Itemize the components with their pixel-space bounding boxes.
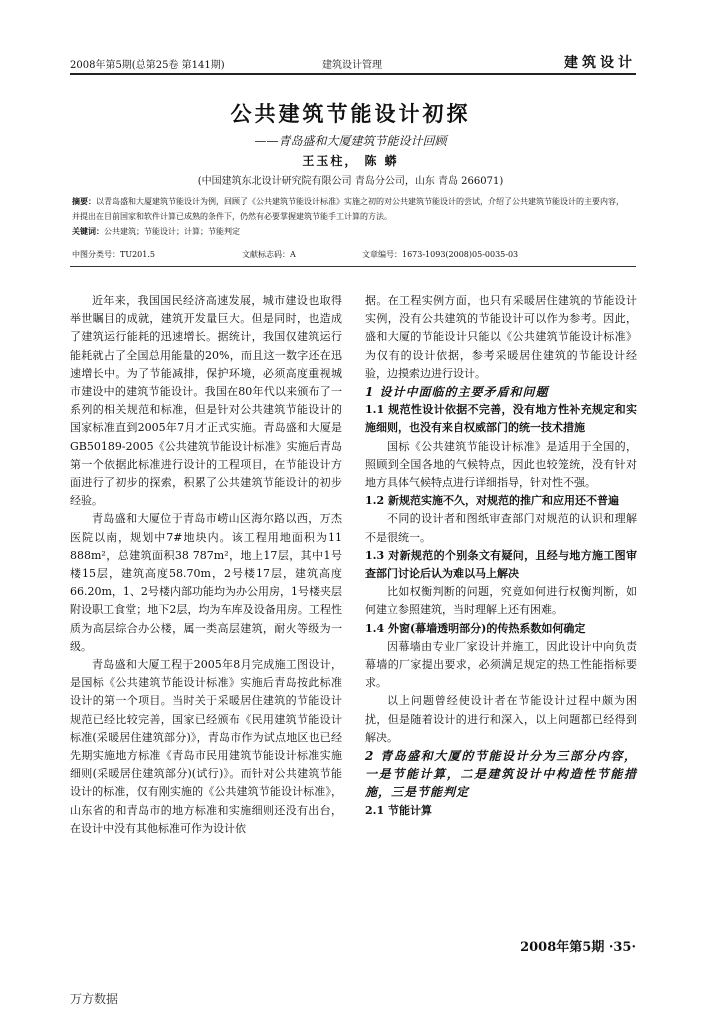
journal-name: 建筑设计 (564, 55, 636, 71)
section-name: 建筑设计管理 (322, 60, 382, 71)
authors: 王玉柱， 陈 蟒 (302, 154, 399, 168)
subsection-heading: 1.4 外窗(幕墙透明部分)的传热系数如何确定 (365, 621, 586, 635)
abstract-label: 摘要： (72, 196, 96, 206)
section-heading: 2 青岛盛和大厦的节能设计分为三部分内容，一是节能计算，二是建筑设计中构造性节能措施，三是节能判定 (365, 749, 637, 800)
article-subtitle: ——青岛盛和大厦建筑节能设计回顾 (254, 134, 447, 148)
paragraph: 据。在工程实例方面，也只有采暖居住建筑的节能设计实例，没有公共建筑的节能设计可以作为参考。因此，盛和大厦的节能设计只能以《公共建筑节能设计标准》为仅有的设计依据，参考采暖居住建筑的节能设计经验，边摸索边进行设计。 (365, 294, 637, 380)
paragraph: 以上问题曾经使设计者在节能设计过程中颇为困扰，但是随着设计的进行和深入，以上问题都已经得到解决。 (365, 694, 637, 744)
paragraph: 青岛盛和大厦工程于2005年8月完成施工图设计，是国标《公共建筑节能设计标准》实施后青岛按此标准设计的第一个项目。当时关于采暖居住建筑的节能设计规范已经比较完善，国家已经颁布《民用建筑节能设计标准(采暖居住建筑部分)》，青岛市作为试点地区也已经先期实施地方标准《青岛市民用建筑节能设计标准实施细则(采暖居住建筑部分)(试行)》。而针对公共建筑节能设计的标准，仅有刚实施的《公共建筑节能设计标准》，山东省的和青岛市的地方标准和实施细则还没有出台，在设计中没有其他标准可作为设计依 (70, 658, 342, 835)
subsection-heading: 2.1 节能计算 (365, 803, 432, 817)
paragraph: 青岛盛和大厦位于青岛市崂山区海尔路以西，万杰医院以南，规划中7#地块内。该工程用地面积为11 888m²，总建筑面积38 787m²，地上17层，其中1号楼15层，建筑高度58.70m，2号楼17层，建筑高度66.20m，1、2号楼内部功能均为办公用房，1号楼夹层附设职工食堂；地下2层，均为车库及设备用房。工程性质为高层综合办公楼，属一类高层建筑，耐火等级为一级。 (70, 512, 342, 653)
watermark: 万方数据 (70, 992, 119, 1006)
running-header (70, 52, 636, 72)
paragraph: 不同的设计者和图纸审查部门对规范的认识和理解不是很统一。 (365, 512, 637, 544)
paragraph: 比如权衡判断的问题，究竟如何进行权衡判断，如何建立参照建筑，当时理解上还有困难。 (365, 585, 637, 617)
doc-code: 文献标志码：A (242, 250, 296, 259)
article-title: 公共建筑节能设计初探 (230, 101, 471, 126)
journal-issue: 2008年第5期(总第25卷 第141期) (70, 60, 225, 71)
subsection-heading: 1.2 新规范实施不久，对规范的推广和应用还不普遍 (365, 494, 619, 508)
header-rule (70, 73, 636, 75)
keywords (72, 224, 628, 239)
section-heading: 1 设计中面临的主要矛盾和问题 (365, 385, 549, 400)
affiliation: (中国建筑东北设计研究院有限公司 青岛分公司，山东 青岛 266071) (197, 176, 504, 187)
abstract-block (72, 194, 628, 239)
paragraph: 近年来，我国国民经济高速发展，城市建设也取得举世瞩目的成就，建筑开发量巨大。但是同时，也造成了建筑运行能耗的迅速增长。据统计，我国仅建筑运行能耗就占了全国总用能量的20%，而且这一数字还在迅速增长中。为了节能减排，保护环境，必须高度重视城市建设中的建筑节能设计。我国在80年代以来颁布了一系列的相关规范和标准，但是针对公共建筑节能设计的国家标准直到2005年7月才正式实施。青岛盛和大厦是GB50189-2005《公共建筑节能设计标准》实施后青岛第一个依据此标准进行设计的工程项目，在节能设计方面进行了初步的探索，积累了公共建筑节能设计的初步经验。 (70, 294, 342, 508)
keywords-text: 公共建筑；节能设计；计算；节能判定 (104, 227, 240, 236)
abstract-text: 以青岛盛和大厦建筑节能设计为例，回顾了《公共建筑节能设计标准》实施之初的对公共建筑节能设计的尝试，介绍了公共建筑节能设计的主要内容，并提出在目前国家和软件计算已成熟的条件下，仍然有必要掌握建筑节能手工计算的方法。 (72, 197, 624, 221)
left-column (70, 292, 342, 838)
page-footer: 2008年第5期 ·35· (520, 940, 636, 955)
paragraph: 国标《公共建筑节能设计标准》是适用于全国的，照顾到全国各地的气候特点，因此也较笼统，没有针对地方具体气候特点进行详细指导，针对性不强。 (365, 439, 637, 490)
keywords-label: 关键词： (72, 226, 104, 236)
right-column (365, 292, 637, 820)
article-id: 文章编号：1673-1093(2008)05-0035-03 (362, 250, 519, 259)
subsection-heading: 1.3 对新规范的个别条文有疑问，且经与地方施工图审查部门讨论后认为难以马上解决 (365, 548, 637, 581)
clc-number: 中图分类号：TU201.5 (72, 250, 155, 259)
paragraph: 因幕墙由专业厂家设计并施工，因此设计中向负责幕墙的厂家提出要求，必须满足规定的热工性能指标要求。 (365, 639, 637, 690)
abstract (72, 194, 628, 224)
meta-rule (70, 266, 636, 267)
subsection-heading: 1.1 规范性设计依据不完善，没有地方性补充规定和实施细则，也没有来自权威部门的统一技术措施 (365, 403, 637, 435)
